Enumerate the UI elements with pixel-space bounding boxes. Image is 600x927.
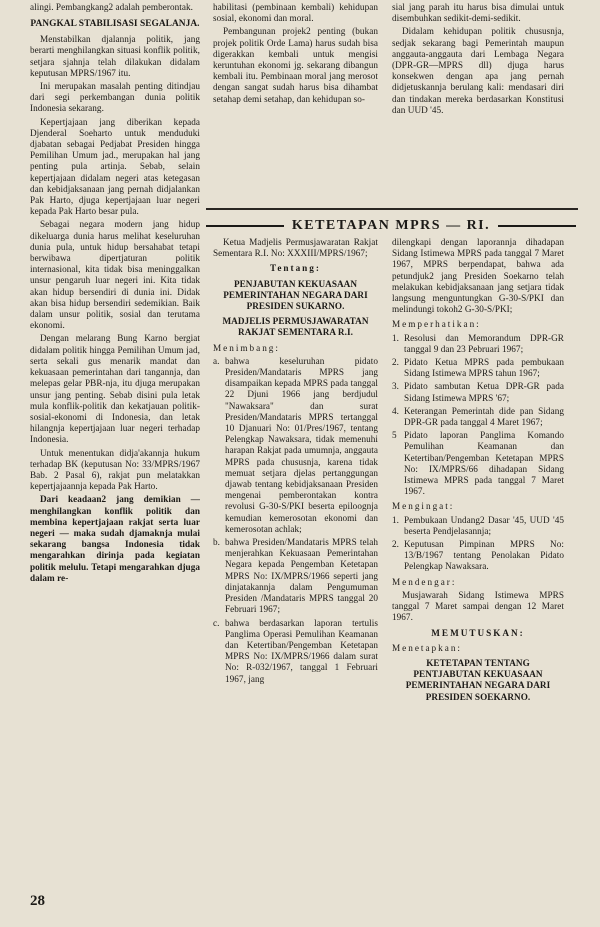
item-text: Pembukaan Undang2 Dasar '45, UUD '45 beserta Pendjelasannja; — [404, 514, 564, 536]
item-text: Keterangan Pemerintah dide pan Sidang DPR-GR pada tanggal 4 Maret 1967; — [404, 405, 564, 428]
item-number: 1. — [392, 332, 399, 343]
item-text: bahwa keseluruhan pidato Presiden/Mandataris MPRS jang disampaikan kepada MPRS pada tanggal 22 Djuni 1966 jang berdjudul "Nawaksara" dan surat Presiden/Mandataris MPRS tertanggal 10 Djanuari No: 01/Pres/1967, tentang Pelengkap Nawaksara, tidak memenuhi harapan Rakjat pada umumnja, anggauta MPRS pada chususnja, karena tidak memuat setjara djelas pertanggungan djawab tentang kebidjaksanaan Presiden mengenai pemberontakan kontra revolusi G-30-S/PKI beserta epiloognja kemudian kemerosotan ekonomi dan kemerosotan achlak; — [225, 355, 378, 534]
column-left — [30, 2, 200, 586]
column-decree-right — [392, 237, 564, 707]
decree-subject: PENJABUTAN KEKUASAAN PEMERINTAHAN NEGARA DARI PRESIDEN SUKARNO. — [223, 278, 368, 312]
paragraph: Menstabilkan djalannja politik, jang berarti menghilangkan situasi konflik politik, setjara sjahnja telah dilakukan didalam keputusan MPRS/1967 itu. — [30, 34, 200, 78]
list-item — [213, 618, 378, 685]
item-number: b. — [213, 537, 220, 548]
title-rule-right — [498, 225, 576, 227]
divider — [206, 208, 578, 210]
paragraph-bold: Dari keadaan2 jang demikian — menghilangkan konflik politik dan membina kepertjajaan rakjat serta luar negeri — maka sudah djamaknja mulai sekarang bangsa Indonesia tidak mengarahkan dirinja pada kegiatan politik melulu. Tetapi mengarahkan djuga dalam re- — [30, 494, 200, 583]
decree-title — [206, 218, 576, 234]
item-text: Pidato sambutan Ketua DPR-GR pada Sidang Istimewa MPRS '67; — [404, 381, 564, 403]
paragraph: Dengan melarang Bung Karno bergiat didalam politik hingga Pemilihan Umum jad, serta sekali gus menarik mandat dan kekuasaan pemerintahan dari tangannja, dan melepas gelar PBR-nja, itu djuga merupakan unsur jang penting. Sebab disini pula letak mula konflik-politik dan kekatjauan politik-sosial-ekonomi di Indonesia, dan letak hilangnja kepertjajaan luar negeri terhadap Indonesia. — [30, 333, 200, 445]
list-item — [392, 430, 564, 497]
list-item — [392, 515, 564, 537]
paragraph: habilitasi (pembinaan kembali) kehidupan sosial, ekonomi dan moral. — [213, 2, 378, 24]
title-rule-left — [206, 225, 284, 227]
paragraph: Untuk menentukan didja'akannja hukum terhadap BK (keputusan No: 33/MPRS/1967 Bab. 2 Pasal 6), rakjat pun melatakkan kepertjajaannja kepada Pak Harto. — [30, 447, 200, 492]
memperhatikan-label: Memperhatikan: — [392, 319, 481, 330]
paragraph: alingi. Pembangkang2 adalah pemberontak. — [30, 2, 193, 12]
item-text: Pidato Ketua MPRS pada pembukaan Sidang Istimewa MPRS tahun 1967; — [404, 357, 564, 379]
item-text: Resolusi dan Memorandum DPR-GR tanggal 9 dan 23 Pebruari 1967; — [404, 332, 564, 354]
list-item — [392, 539, 564, 573]
paragraph: Didalam kehidupan politik chususnja, sedjak sekarang bagi Pemerintah maupun anggauta-anggauta dari Lembaga Negara (DPR-GR—MPRS dll) djuga harus konsekwen dengan apa jang pernah didjetuskannja berulang kali: mendasari diri dan tindakan mereka berdasarkan Konstitusi dan UUD '45. — [392, 26, 564, 115]
paragraph: sial jang parah itu harus bisa dimulai untuk disembuhkan sedikit-demi-sedikit. — [392, 2, 564, 24]
item-text: Keputusan Pimpinan MPRS No: 13/B/1967 tentang Penolakan Pidato Pelengkap Nawaksara. — [404, 539, 564, 572]
list-item — [213, 537, 378, 615]
memutuskan-label: MEMUTUSKAN: — [431, 627, 525, 638]
column-right-top — [392, 2, 564, 118]
mendengar-label: Mendengar: — [392, 576, 457, 587]
assembly-name: MADJELIS PERMUSJAWARATAN RAKJAT SEMENTARA R.I. — [222, 316, 369, 338]
page-number: 28 — [30, 893, 45, 909]
decree-conclusion: KETETAPAN TENTANG PENTJABUTAN KEKUASAAN PEMERINTAHAN NEGARA DARI PRESIDEN SOEKARNO. — [405, 657, 551, 702]
tentang-label: Tentang: — [270, 263, 321, 274]
menetapkan-label: Menetapkan: — [392, 642, 462, 653]
list-item — [392, 333, 564, 355]
menimbang-label: Menimbang: — [213, 342, 280, 353]
list-item — [392, 406, 564, 428]
paragraph: dilengkapi dengan laporannja dihadapan Sidang Istimewa MPRS pada tanggal 7 Maret 1967, MPRS berpendapat, bahwa ada petundjuk2 jang Presiden Soekarno telah melakukan kebidjaksanaan jang setjara tidak langsung menguntungkan G-30-S/PKI dan melindungi tokoh2 G-30-S/PKI; — [392, 237, 564, 315]
paragraph: Sebagai negara modern jang hidup dikeluarga dunia harus melihat keseluruhan dunia pula, untuk hidup bersahabat tetapi berwibawa dipertjaturan politik internasional, kita tidak bisa meninggalkan unsur pengaruh luar negeri ini. Kita tidak akan hidup bersendiri di dunia ini. Didak akan bisa hidup bersendiri sedemikian. Baik dalam unsur politik, sosial dan terutama ekonomi. — [30, 219, 200, 331]
item-number: 4. — [392, 405, 399, 416]
decree-title-text: KETETAPAN MPRS — RI. — [291, 218, 491, 233]
mengingat-label: Mengingat: — [392, 501, 455, 512]
item-number: 2. — [392, 357, 399, 368]
item-number: a. — [213, 355, 220, 366]
item-number: 5 — [392, 430, 397, 441]
section-heading: PANGKAL STABILISASI SEGALANJA. — [30, 19, 200, 30]
list-item — [392, 381, 564, 403]
item-number: c. — [213, 617, 220, 628]
item-text: bahwa Presiden/Mandataris MPRS telah menjerahkan Kekuasaan Pemerintahan Negara kepada Pengemban Ketetapan MPRS No: IX/MPRS/1966 seperti jang dinjatakannja dalam Pengumuman Presiden /Mandataris MPRS tanggal 20 Februari 1967; — [225, 537, 378, 615]
item-number: 2. — [392, 539, 399, 550]
column-middle-top — [213, 2, 378, 107]
list-item — [392, 357, 564, 379]
item-text: bahwa berdasarkan laporan tertulis Panglima Operasi Pemulihan Keamanan dan Ketertiban/Pengemban Ketetapan MPRS No: IX/MPRS/1966 dalam surat No: R-032/1967, tanggal 1 Februari 1967, jang — [225, 617, 378, 684]
paragraph: Musjawarah Sidang Istimewa MPRS tanggal 7 Maret sampai dengan 12 Maret 1967. — [392, 589, 564, 623]
decree-intro: Ketua Madjelis Permusjawaratan Rakjat Sementara R.I. No: XXXIII/MPRS/1967; — [213, 237, 378, 259]
item-text: Pidato laporan Panglima Komando Pemulihan Keamanan dan Ketertiban/Pengemban Ketetapan MPRS No: IX/MPRS/66 dihadapan Sidang Istimewa MPRS pada tanggal 7 Maret 1967. — [404, 430, 564, 497]
paragraph: Pembangunan projek2 penting (bukan projek politik Orde Lama) harus sudah bisa digerakkan kembali untuk mengisi keruntuhan ekonomi jg. sekarang dibangun kembali itu. Pembinaan moral jang merosot dengan sangat sudah harus bisa dihambat setahap demi setahap, dan kehidupan so- — [213, 26, 378, 104]
list-item — [213, 356, 378, 535]
item-number: 3. — [392, 381, 399, 392]
item-number: 1. — [392, 514, 399, 525]
paragraph: Ini merupakan masalah penting ditindjau dari segi perkembangan dunia politik Indonesia sekarang. — [30, 81, 200, 114]
paragraph: Kepertjajaan jang diberikan kepada Djenderal Soeharto untuk menduduki djabatan sebagai Pedjabat Presiden hingga Pemilihan Umum jad., merupakan hal jang penting pula artinja. Sebab, selain kepertjajaan didalam negeri atas ketegasan dan kebidjaksanaan jang pernah didjalankan Pak Harto, djuga kepertjajaan luar negeri kepada Pak Harto besar pula. — [30, 116, 200, 217]
column-decree-middle — [213, 237, 378, 687]
